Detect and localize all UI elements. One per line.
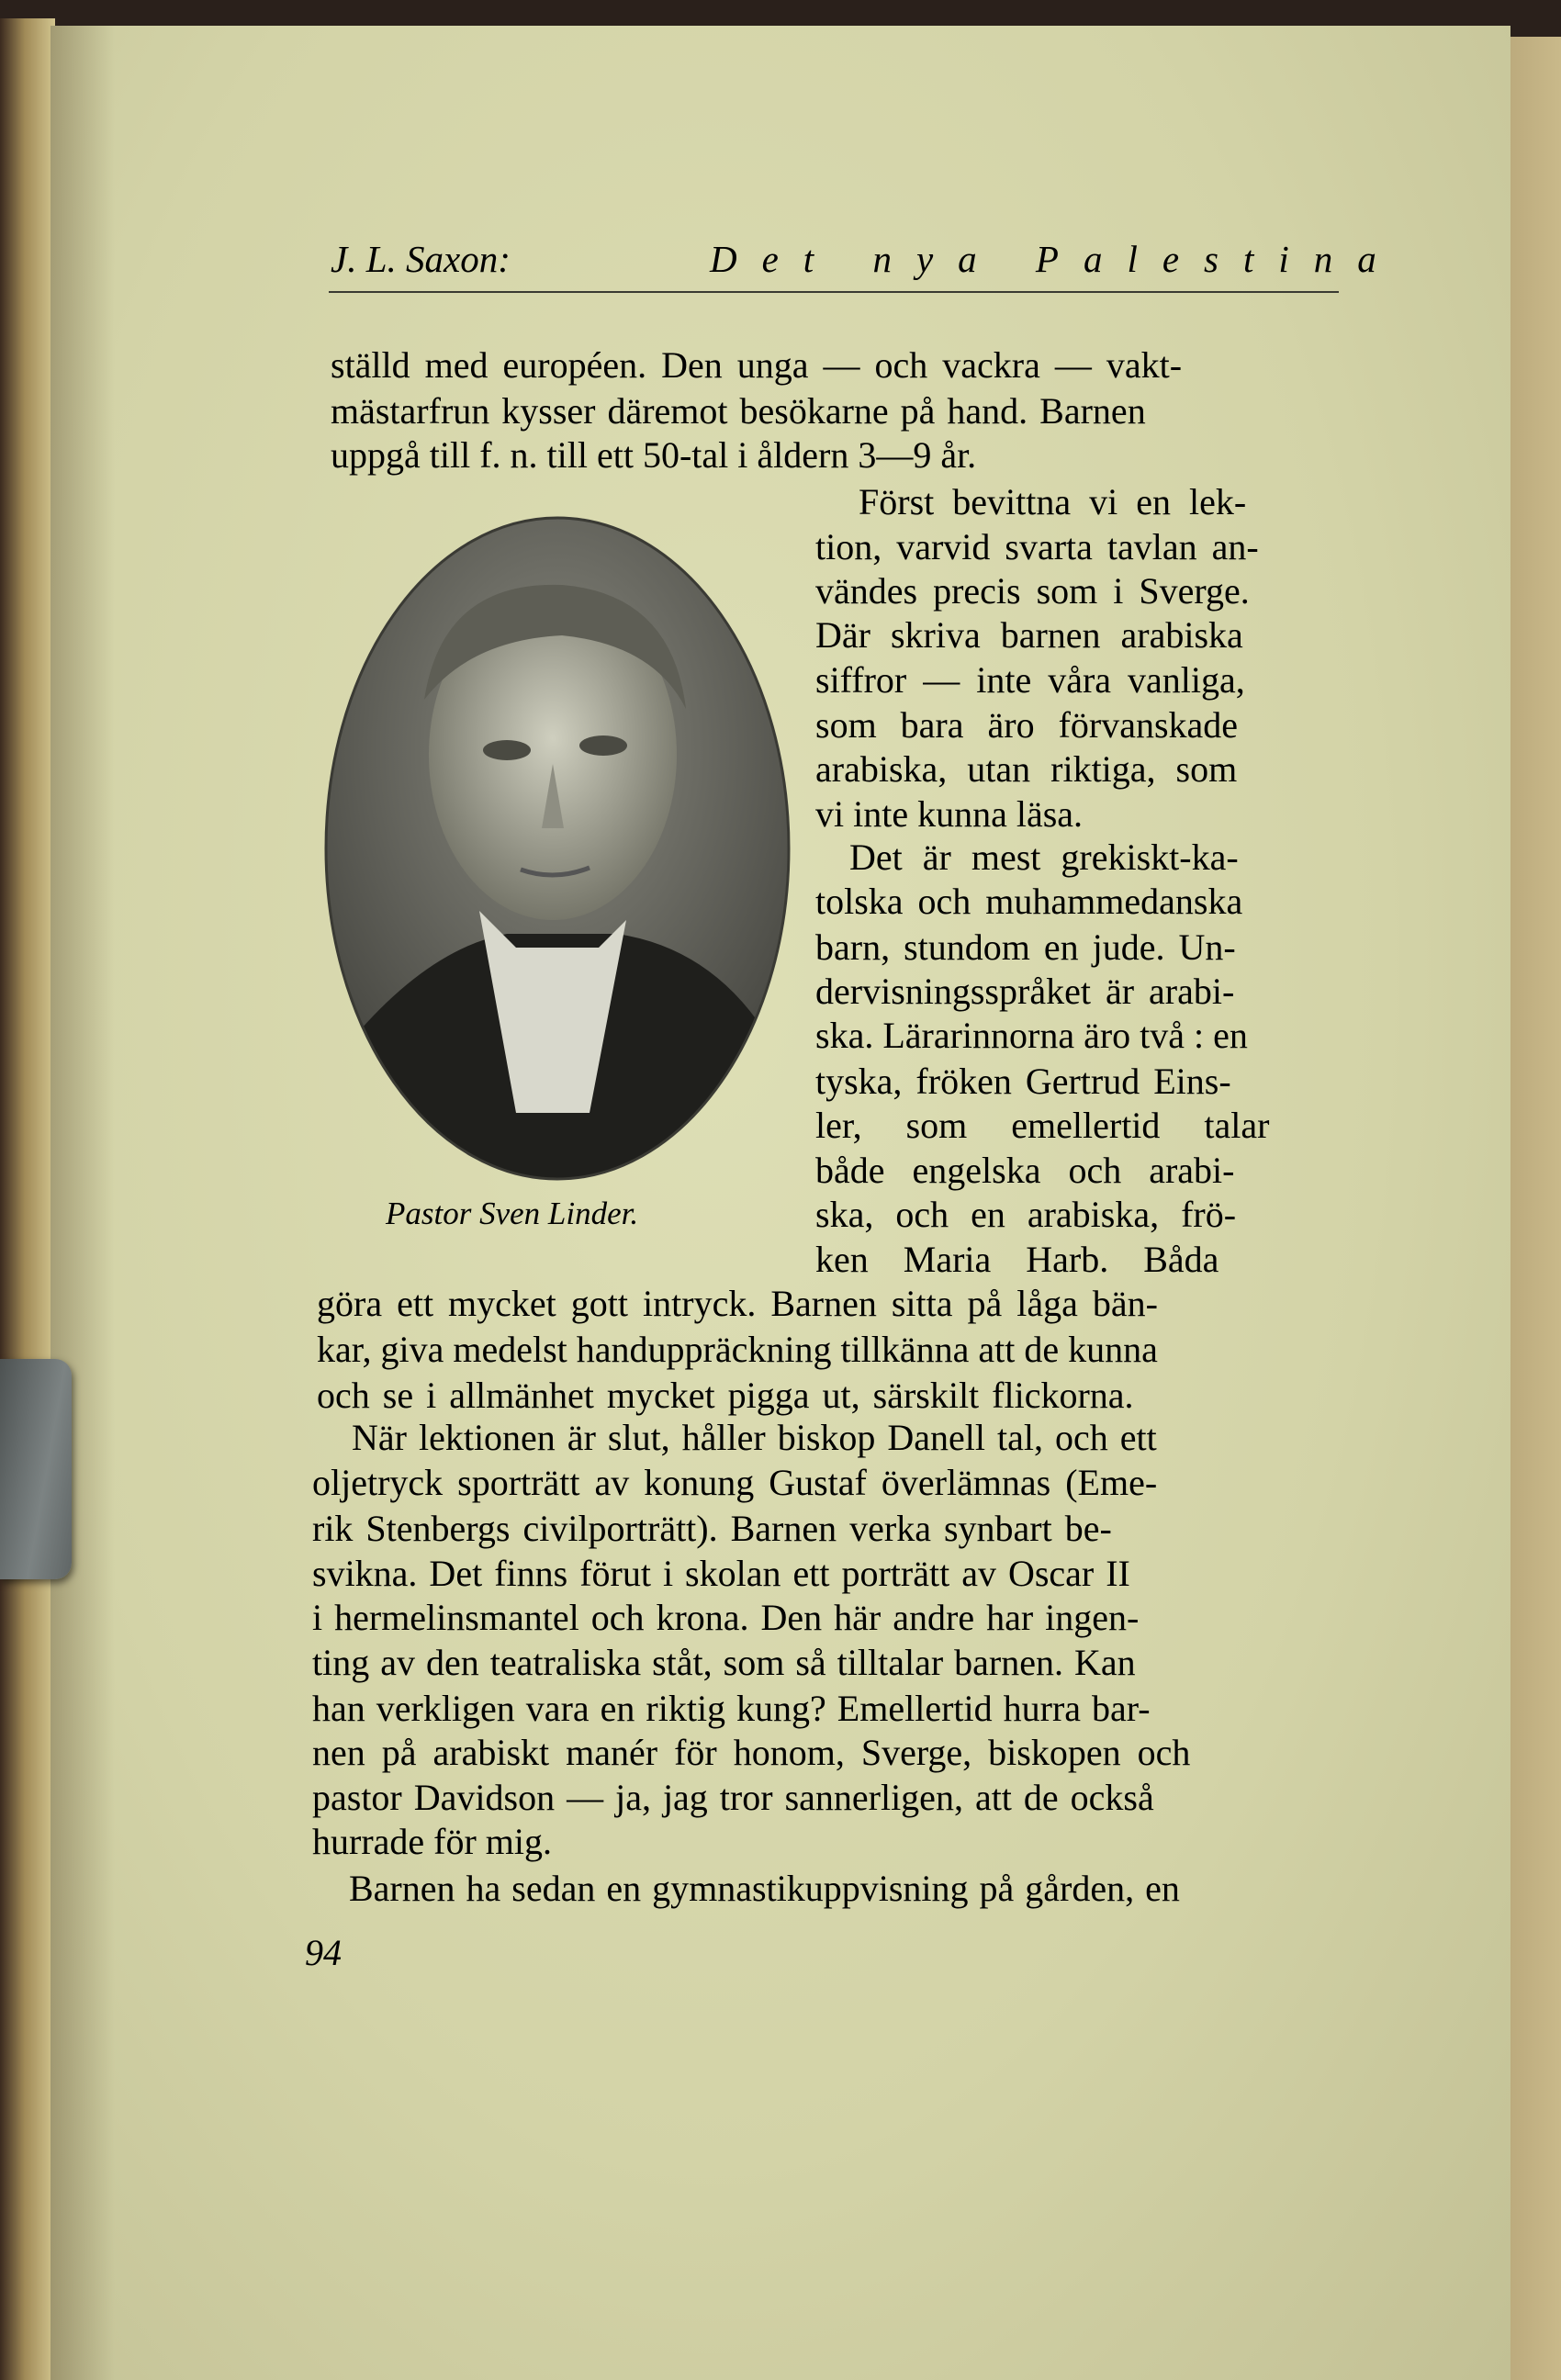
text-line: ska, och en arabiska, frö- <box>815 1194 1237 1235</box>
text-line: ställd med européen. Den unga — och vackra — vakt- <box>331 344 1183 386</box>
text-line: mästarfrun kysser däremot besökarne på hand. Barnen <box>331 390 1146 432</box>
header-rule <box>329 291 1339 293</box>
text-line: i hermelinsmantel och krona. Den här andre har ingen- <box>312 1597 1140 1638</box>
text-line: ler, som emellertid talar <box>815 1105 1270 1146</box>
text-line: nen på arabiskt manér för honom, Sverge, biskopen och <box>312 1732 1191 1773</box>
text-line: som bara äro förvanskade <box>815 704 1239 746</box>
text-line: och se i allmänhet mycket pigga ut, särskilt flickorna. <box>317 1375 1134 1416</box>
book-spine-edge <box>0 18 55 2380</box>
text-line: barn, stundom en jude. Un- <box>815 926 1236 968</box>
text-line: ting av den teatraliska ståt, som så tilltalar barnen. Kan <box>312 1642 1136 1683</box>
text-line: oljetryck sporträtt av konung Gustaf överlämnas (Eme- <box>312 1462 1158 1503</box>
text-line: tolska och muhammedanska <box>815 881 1243 922</box>
text-line: Där skriva barnen arabiska <box>815 614 1243 656</box>
text-line: både engelska och arabi- <box>815 1150 1235 1191</box>
text-line: arabiska, utan riktiga, som <box>815 748 1238 790</box>
text-line: siffror — inte våra vanliga, <box>815 659 1245 701</box>
text-line: Det är mest grekiskt-ka- <box>849 836 1239 878</box>
text-line: Barnen ha sedan en gymnastikuppvisning på gården, en <box>349 1868 1180 1909</box>
text-line: pastor Davidson — ja, jag tror sannerligen, att de också <box>312 1777 1154 1818</box>
text-line: ken Maria Harb. Båda <box>815 1239 1219 1280</box>
text-line: hurrade för mig. <box>312 1821 553 1862</box>
page-number: 94 <box>305 1932 342 1973</box>
text-line: vändes precis som i Sverge. <box>815 570 1250 612</box>
header-title: Det nya Palestina <box>710 238 1401 280</box>
text-line: tyska, fröken Gertrud Eins- <box>815 1061 1231 1102</box>
text-line: dervisningsspråket är arabi- <box>815 971 1235 1012</box>
text-line: Först bevittna vi en lek- <box>859 481 1247 522</box>
text-line: ska. Lärarinnorna äro två : en <box>815 1015 1248 1056</box>
header-author: J. L. Saxon: <box>331 238 511 280</box>
text-line: svikna. Det finns förut i skolan ett porträtt av Oscar II <box>312 1553 1130 1594</box>
text-line: vi inte kunna läsa. <box>815 793 1084 835</box>
portrait-photo <box>323 516 792 1182</box>
binding-shadow <box>51 26 115 2380</box>
text-line: rik Stenbergs civilporträtt). Barnen verka synbart be- <box>312 1508 1112 1549</box>
text-line: När lektionen är slut, håller biskop Danell tal, och ett <box>352 1417 1157 1458</box>
text-line: tion, varvid svarta tavlan an- <box>815 526 1259 567</box>
text-line: uppgå till f. n. till ett 50-tal i åldern 3—9 år. <box>331 434 977 476</box>
page-clip <box>0 1359 72 1579</box>
text-line: göra ett mycket gott intryck. Barnen sitta på låga bän- <box>317 1283 1158 1324</box>
text-line: han verkligen vara en riktig kung? Emellertid hurra bar- <box>312 1688 1151 1729</box>
text-line: kar, giva medelst handuppräckning tillkänna att de kunna <box>317 1329 1158 1370</box>
portrait-caption: Pastor Sven Linder. <box>386 1196 639 1231</box>
